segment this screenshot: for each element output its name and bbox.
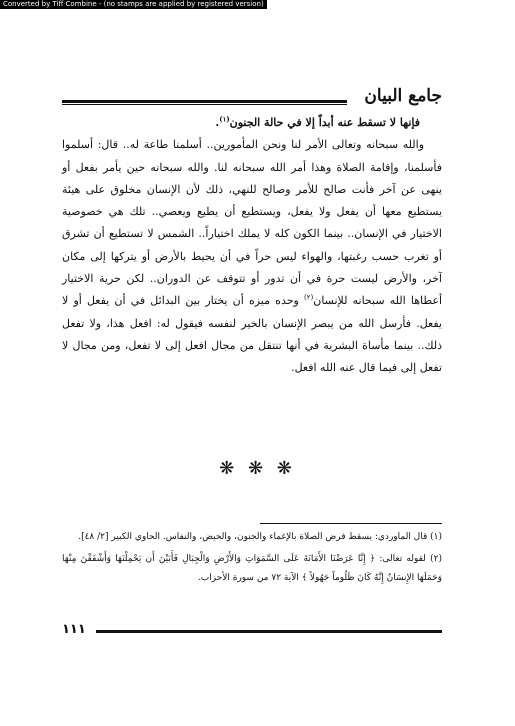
paragraph-text-1: والله سبحانه وتعالى الأمر لنا ونحن المأمورين.. أسلمنا طاعة له.. قال: أسلموا فأسلمنا، وإقامة الصلاة وهذا أمر الله سبحانه لنا. والله سبحانه حين يأمر بفعل أو ينهى عن آخر فأنت صالح للأمر وصالح للنهي، ذلك لأن الإنسان مخلوق على هيئة يستطيع معها أن يفعل ولا يفعل، ويستطيع أن يطيع ويعصي.. تلك هي خصوصية الاختيار في الإنسان.. بينما الكون كله لا يملك اختياراً.. الشمس لا تستطيع أن تشرق أو تغرب حسب رغبتها، والهواء ليس حراً في أن يحيط بالأرض أو يتركها إلى مكان آخر، والأرض ليست حرة في أن تدور أو تتوقف عن الدوران.. لكن حرية الاختيار أعطاها الله سبحانه للإنسان: [62, 138, 442, 308]
section-separator: ❋ ❋ ❋: [219, 458, 296, 479]
header-rule: [62, 100, 347, 105]
page-number: ١١١: [62, 622, 86, 637]
opening-line: [62, 112, 442, 134]
footnote-marker-2: (٢): [304, 293, 314, 302]
footer-rule: [96, 630, 442, 633]
page-footer: [62, 622, 442, 642]
footnote-rule: [260, 523, 442, 524]
main-text: [62, 112, 442, 380]
paragraph-text-2: وحده ميزه أن يختار بين البدائل في أن يفعل أو لا يفعل. فأرسل الله من يبصر الإنسان بالخير لنفسه فيقول له: افعل هذا، ولا تفعل ذلك.. بينما مأساة البشرية في أنها تنتقل من مجال افعل إلى لا تفعل، ومن مجال لا تفعل إلى فيما قال عنه الله افعل.: [62, 294, 442, 375]
body-paragraph: [62, 134, 442, 379]
footnote-2: (٢) لقوله تعالى: ﴿ إِنَّا عَرَضْنَا الأَمَانَةَ عَلَى السَّمَوَاتِ وَالأَرْضِ وَالْجِبَالِ فَأَبَيْنَ أَن يَحْمِلْنَهَا وَأَشْفَقْنَ مِنْهَا وَحَمَلَهَا الإِنسَانُ إِنَّهُ كَانَ ظَلُوماً جَهُولاً ﴾ الآية ٧٢ من سورة الأحزاب.: [62, 554, 442, 583]
opening-line-end: .: [215, 116, 220, 129]
opening-line-text: فإنها لا تسقط عنه أبداً إلا في حالة الجنون: [229, 116, 420, 129]
converter-banner: Converted by Tiff Combine - (no stamps are applied by registered version): [0, 0, 267, 9]
book-title: جامع البيان: [364, 86, 442, 106]
footnotes: [62, 528, 442, 591]
footnote-marker-1: (١): [219, 114, 230, 124]
footnote-1: (١) قال الماوردي: يسقط فرض الصلاة بالإغماء والجنون، والحيض، والنفاس. الحاوي الكبير [٢/ ٤٨].: [78, 532, 442, 542]
